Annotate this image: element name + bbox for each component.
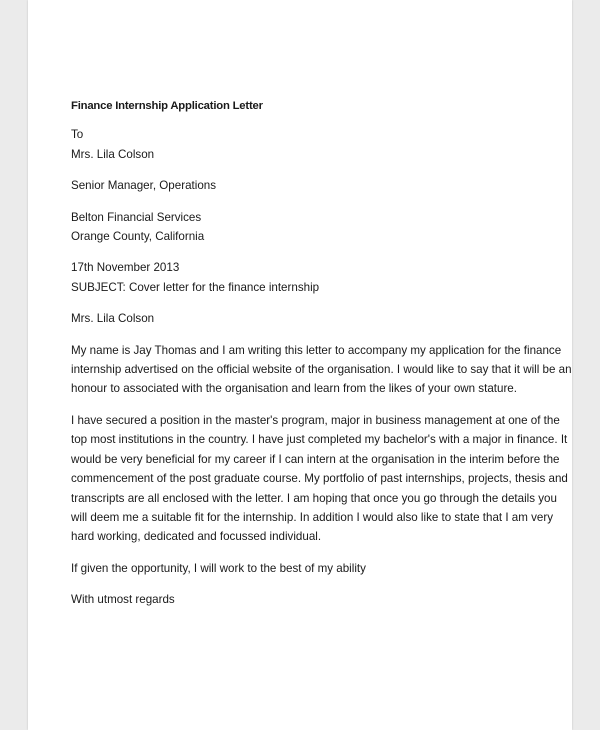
salutation: Mrs. Lila Colson	[71, 312, 155, 326]
recipient-name: Mrs. Lila Colson	[71, 147, 155, 161]
paragraph-line: would be very beneficial for my career if I can intern at the organisation in the interim before the	[71, 452, 560, 466]
paragraph-closing-statement: If given the opportunity, I will work to the best of my ability	[71, 561, 366, 575]
paragraph-line: I have secured a position in the master's program, major in business management at one of the	[71, 413, 560, 427]
paragraph-qualifications	[71, 411, 568, 547]
paragraph-line: transcripts are all enclosed with the letter. I am hoping that once you go through the details you	[71, 491, 557, 505]
paragraph-line: hard working, dedicated and focussed individual.	[71, 530, 322, 544]
paragraph-intro	[71, 341, 572, 399]
closing-regards: With utmost regards	[71, 593, 175, 607]
recipient-title: Senior Manager, Operations	[71, 179, 217, 193]
letter-date: 17th November 2013	[71, 261, 180, 275]
paragraph-line: commencement of the post graduate course. My portfolio of past internships, projects, thesis and	[71, 472, 568, 486]
company-location: Orange County, California	[71, 230, 205, 244]
company-name: Belton Financial Services	[71, 210, 202, 224]
letter-subject: SUBJECT: Cover letter for the finance internship	[71, 280, 320, 294]
to-label: To	[71, 128, 84, 142]
letter-title: Finance Internship Application Letter	[71, 100, 263, 112]
paragraph-line: My name is Jay Thomas and I am writing this letter to accompany my application for the finance	[71, 343, 562, 357]
paragraph-line: will deem me a suitable fit for the internship. In addition I would also like to state that I am very	[71, 510, 554, 524]
letter-body	[71, 97, 572, 610]
paragraph-line: honour to associated with the organisation and learn from the likes of your own stature.	[71, 382, 517, 396]
paragraph-line: internship advertised on the official website of the organisation. I would like to say that it will be an	[71, 363, 572, 377]
paragraph-line: top most institutions in the country. I have just completed my bachelor's with a major in finance. It	[71, 433, 568, 447]
